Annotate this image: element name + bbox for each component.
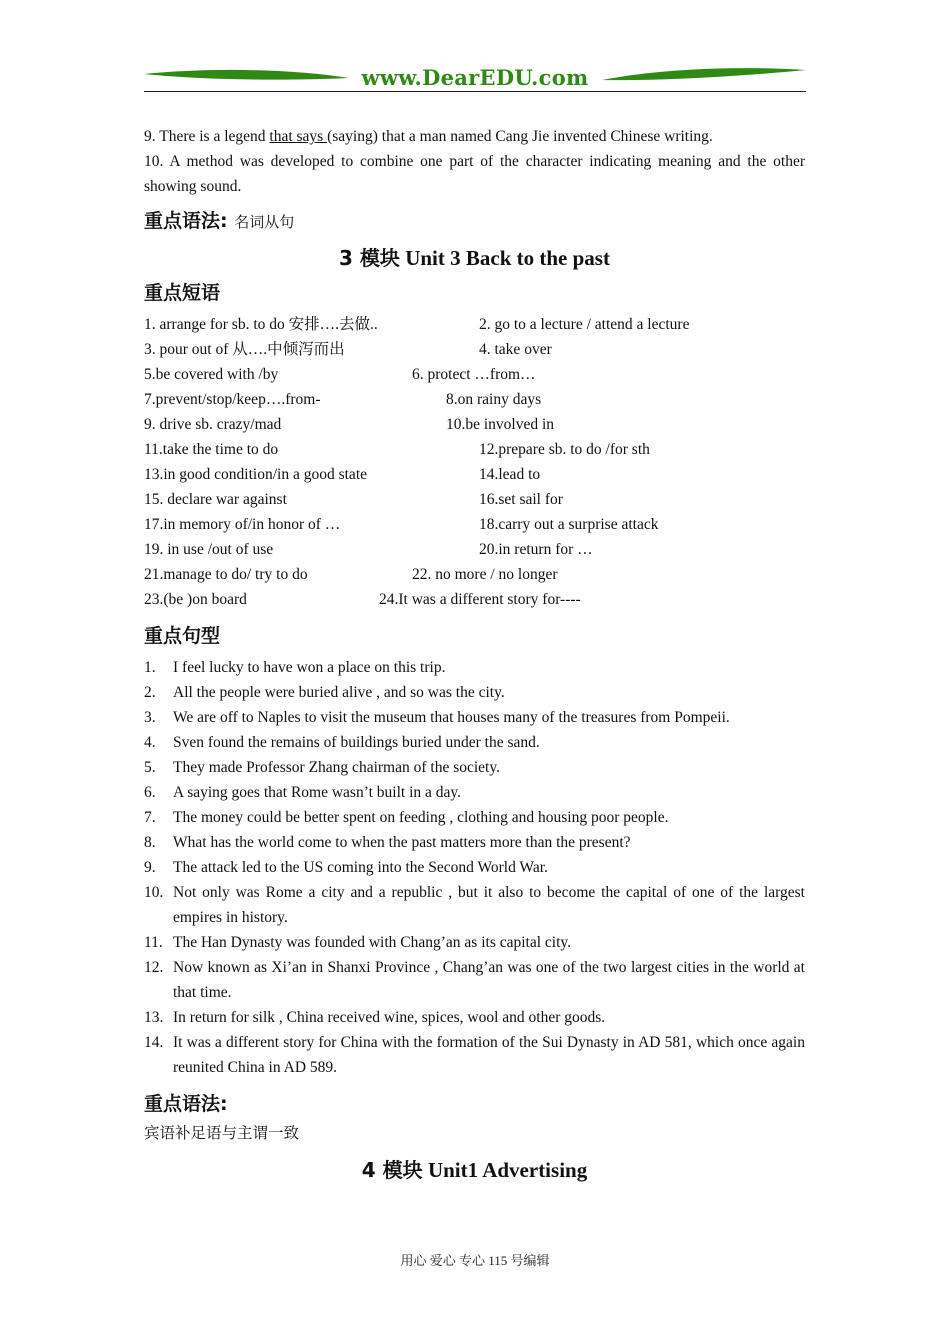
page-header bbox=[144, 62, 806, 92]
phrase-left: 23.(be )on board bbox=[144, 591, 247, 608]
intro-sentence-9: 9. There is a legend that says (saying) that a man named Cang Jie invented Chinese writing. bbox=[144, 128, 713, 145]
phrase-left: 13.in good condition/in a good state bbox=[144, 466, 368, 483]
phrase-row bbox=[144, 462, 805, 487]
sentence-text: We are off to Naples to visit the museum that houses many of the treasures from Pompeii. bbox=[173, 709, 730, 726]
sentence-number: 6. bbox=[144, 784, 156, 801]
sentence-number: 12. bbox=[144, 959, 164, 976]
sentence-text: In return for silk , China received wine, spices, wool and other goods. bbox=[173, 1009, 606, 1026]
sentence-text: A saying goes that Rome wasn’t built in a day. bbox=[173, 784, 462, 801]
intro-sentence-10: 10. A method was developed to combine one part of the character indicating meaning and the other showing sound. bbox=[144, 153, 805, 195]
phrase-left: 17.in memory of/in honor of … bbox=[144, 516, 341, 533]
sentence-text: What has the world come to when the past matters more than the present? bbox=[173, 834, 631, 851]
sentence-item bbox=[144, 1030, 805, 1080]
phrase-right: 6. protect …from… bbox=[412, 366, 536, 383]
phrase-row bbox=[144, 512, 805, 537]
phrase-row bbox=[144, 587, 805, 612]
unit3-title: 3 模块 Unit 3 Back to the past bbox=[339, 246, 610, 270]
sentence-number: 2. bbox=[144, 684, 156, 701]
sentence-number: 3. bbox=[144, 709, 156, 726]
sentence-number: 8. bbox=[144, 834, 156, 851]
sentence-text: All the people were buried alive , and so was the city. bbox=[173, 684, 505, 701]
sentence-text: The Han Dynasty was founded with Chang’an as its capital city. bbox=[173, 934, 572, 951]
phrase-right: 8.on rainy days bbox=[446, 391, 542, 408]
sentence-item bbox=[144, 755, 805, 780]
sentence-number: 13. bbox=[144, 1009, 164, 1026]
sentence-text: It was a different story for China with the formation of the Sui Dynasty in AD 581, which once again reunited China in AD 589. bbox=[173, 1034, 805, 1076]
sentence-text: The attack led to the US coming into the Second World War. bbox=[173, 859, 548, 876]
sentence-number: 5. bbox=[144, 759, 156, 776]
sentence-item bbox=[144, 880, 805, 930]
sentence-item bbox=[144, 705, 805, 730]
sentence-number: 4. bbox=[144, 734, 156, 751]
phrase-right: 14.lead to bbox=[479, 466, 541, 483]
phrase-right: 24.It was a different story for---- bbox=[379, 591, 581, 608]
main-content bbox=[144, 124, 805, 1189]
site-logo-text[interactable]: www.DearEDU.com bbox=[361, 65, 589, 90]
grammar-heading-1: 重点语法: 名词从句 bbox=[144, 210, 295, 232]
phrase-right: 20.in return for … bbox=[479, 541, 593, 558]
sentence-text: They made Professor Zhang chairman of the society. bbox=[173, 759, 500, 776]
sentence-number: 11. bbox=[144, 934, 163, 951]
sentence-item bbox=[144, 830, 805, 855]
phrase-right: 22. no more / no longer bbox=[412, 566, 558, 583]
phrase-row bbox=[144, 537, 805, 562]
sentence-number: 10. bbox=[144, 884, 164, 901]
sentence-item bbox=[144, 1005, 805, 1030]
phrase-right: 16.set sail for bbox=[479, 491, 563, 508]
unit4-title: 4 模块 Unit1 Advertising bbox=[361, 1158, 588, 1182]
phrase-left: 21.manage to do/ try to do bbox=[144, 566, 308, 583]
sentence-item bbox=[144, 855, 805, 880]
sentence-text: Not only was Rome a city and a republic , but it also to become the capital of one of the largest empires in history. bbox=[173, 884, 805, 926]
phrase-row bbox=[144, 312, 805, 337]
sentence-number: 1. bbox=[144, 659, 156, 676]
phrase-left: 7.prevent/stop/keep….from- bbox=[144, 391, 321, 408]
sentences-heading: 重点句型 bbox=[144, 625, 221, 647]
phrase-row bbox=[144, 437, 805, 462]
grammar-topic-1: 名词从句 bbox=[234, 213, 295, 231]
sentence-text: I feel lucky to have won a place on this trip. bbox=[173, 659, 446, 676]
phrase-right: 2. go to a lecture / attend a lecture bbox=[479, 316, 690, 333]
sentence-item bbox=[144, 680, 805, 705]
phrase-row bbox=[144, 362, 805, 387]
sentence-text: Sven found the remains of buildings buried under the sand. bbox=[173, 734, 540, 751]
phrase-right: 10.be involved in bbox=[446, 416, 555, 433]
phrase-row bbox=[144, 487, 805, 512]
sentence-item bbox=[144, 655, 805, 680]
phrase-left: 15. declare war against bbox=[144, 491, 287, 508]
grammar-topic-2: 宾语补足语与主谓一致 bbox=[144, 1125, 300, 1142]
sentence-number: 7. bbox=[144, 809, 156, 826]
sentence-number: 9. bbox=[144, 859, 156, 876]
phrase-left: 3. pour out of 从….中倾泻而出 bbox=[144, 341, 345, 358]
page-footer: 用心 爱心 专心 115 号编辑 bbox=[400, 1253, 550, 1268]
phrase-left: 11.take the time to do bbox=[144, 441, 279, 458]
header-divider bbox=[144, 91, 806, 92]
sentence-item bbox=[144, 955, 805, 1005]
phrase-right: 12.prepare sb. to do /for sth bbox=[479, 441, 650, 458]
phrase-row bbox=[144, 562, 805, 587]
phrase-left: 19. in use /out of use bbox=[144, 541, 274, 558]
phrase-left: 9. drive sb. crazy/mad bbox=[144, 416, 282, 433]
phrase-row bbox=[144, 387, 805, 412]
sentence-item bbox=[144, 730, 805, 755]
sentence-number: 14. bbox=[144, 1034, 164, 1051]
phrase-right: 4. take over bbox=[479, 341, 552, 358]
phrase-row bbox=[144, 412, 805, 437]
sentence-item bbox=[144, 780, 805, 805]
phrase-left: 5.be covered with /by bbox=[144, 366, 279, 383]
grammar-heading-2: 重点语法: bbox=[144, 1093, 228, 1115]
phrase-row bbox=[144, 337, 805, 362]
sentence-text: Now known as Xi’an in Shanxi Province , Chang’an was one of the two largest cities in the world at that time. bbox=[173, 959, 805, 1001]
sentence-text: The money could be better spent on feeding , clothing and housing poor people. bbox=[173, 809, 669, 826]
sentence-item bbox=[144, 930, 805, 955]
phrases-heading: 重点短语 bbox=[144, 282, 221, 304]
phrase-left: 1. arrange for sb. to do 安排….去做.. bbox=[144, 316, 378, 333]
sentence-item bbox=[144, 805, 805, 830]
phrase-right: 18.carry out a surprise attack bbox=[479, 516, 659, 533]
sentence-list bbox=[144, 655, 805, 1080]
phrase-list bbox=[144, 312, 805, 612]
